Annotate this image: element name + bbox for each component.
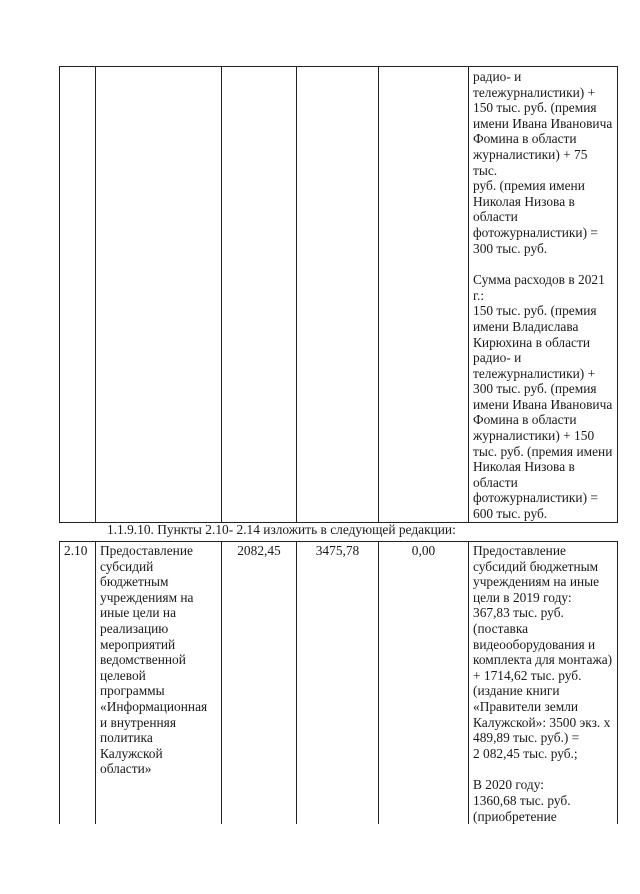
justification-paragraph-2: Сумма расходов в 2021 г.: 150 тыс. руб. (премия имени Владислава Кирюхина в области радио- и тележурналистики) + 300 тыс. руб. (премия имени Ивана Ивановича Фомина в области журналистики) + 150 тыс. руб. (премия имени Николая Низова в области фотожурналистики) = 600 тыс. руб. <box>473 272 613 522</box>
cell-description <box>96 542 222 825</box>
row-number: 2.10 <box>64 543 88 558</box>
amendment-text: 1.1.9.10. Пункты 2.10- 2.14 изложить в следующей редакции: <box>107 522 456 537</box>
expenses-table-continued <box>59 66 618 523</box>
cell-description <box>96 67 222 523</box>
cell-value-2020 <box>297 67 379 523</box>
cell-justification <box>469 542 618 825</box>
justification-paragraph-2: В 2020 году: 1360,68 тыс. руб. (приобретение <box>473 777 571 824</box>
cell-value-2021 <box>379 67 469 523</box>
value-2021: 0,00 <box>411 543 436 558</box>
cell-justification <box>469 67 618 523</box>
cell-value-2021 <box>379 542 469 825</box>
row-description: Предоставление субсидий бюджетным учреждениям на иные цели на реализацию мероприятий ведомственной целевой программы «Информационная и внутренняя политика Калужской области» <box>100 543 208 777</box>
value-2019: 2082,45 <box>237 543 281 558</box>
value-2020: 3475,78 <box>315 543 360 558</box>
justification-paragraph-1: Предоставление субсидий бюджетным учреждениям на иные цели в 2019 году: 367,83 тыс. руб. (поставка видеооборудования и комплекта для монтажа) + 1714,62 тыс. руб. (издание книги «Правители земли Калужской»: 3500 экз. х 489,89 тыс. руб.) = 2 082,45 тыс. руб.; <box>473 543 613 761</box>
cell-value-2019 <box>222 67 297 523</box>
cell-number <box>60 542 96 825</box>
cell-number <box>60 67 96 523</box>
table-row <box>60 67 618 523</box>
table-row <box>60 542 618 825</box>
cell-value-2020 <box>297 542 379 825</box>
justification-paragraph-1: радио- и тележурналистики) + 150 тыс. руб. (премия имени Ивана Ивановича Фомина в области журналистики) + 75 тыс. руб. (премия имени Николая Низова в области фотожурналистики) = 300 тыс. руб. <box>473 69 613 256</box>
expenses-table-amended <box>59 541 618 824</box>
cell-value-2019 <box>222 542 297 825</box>
